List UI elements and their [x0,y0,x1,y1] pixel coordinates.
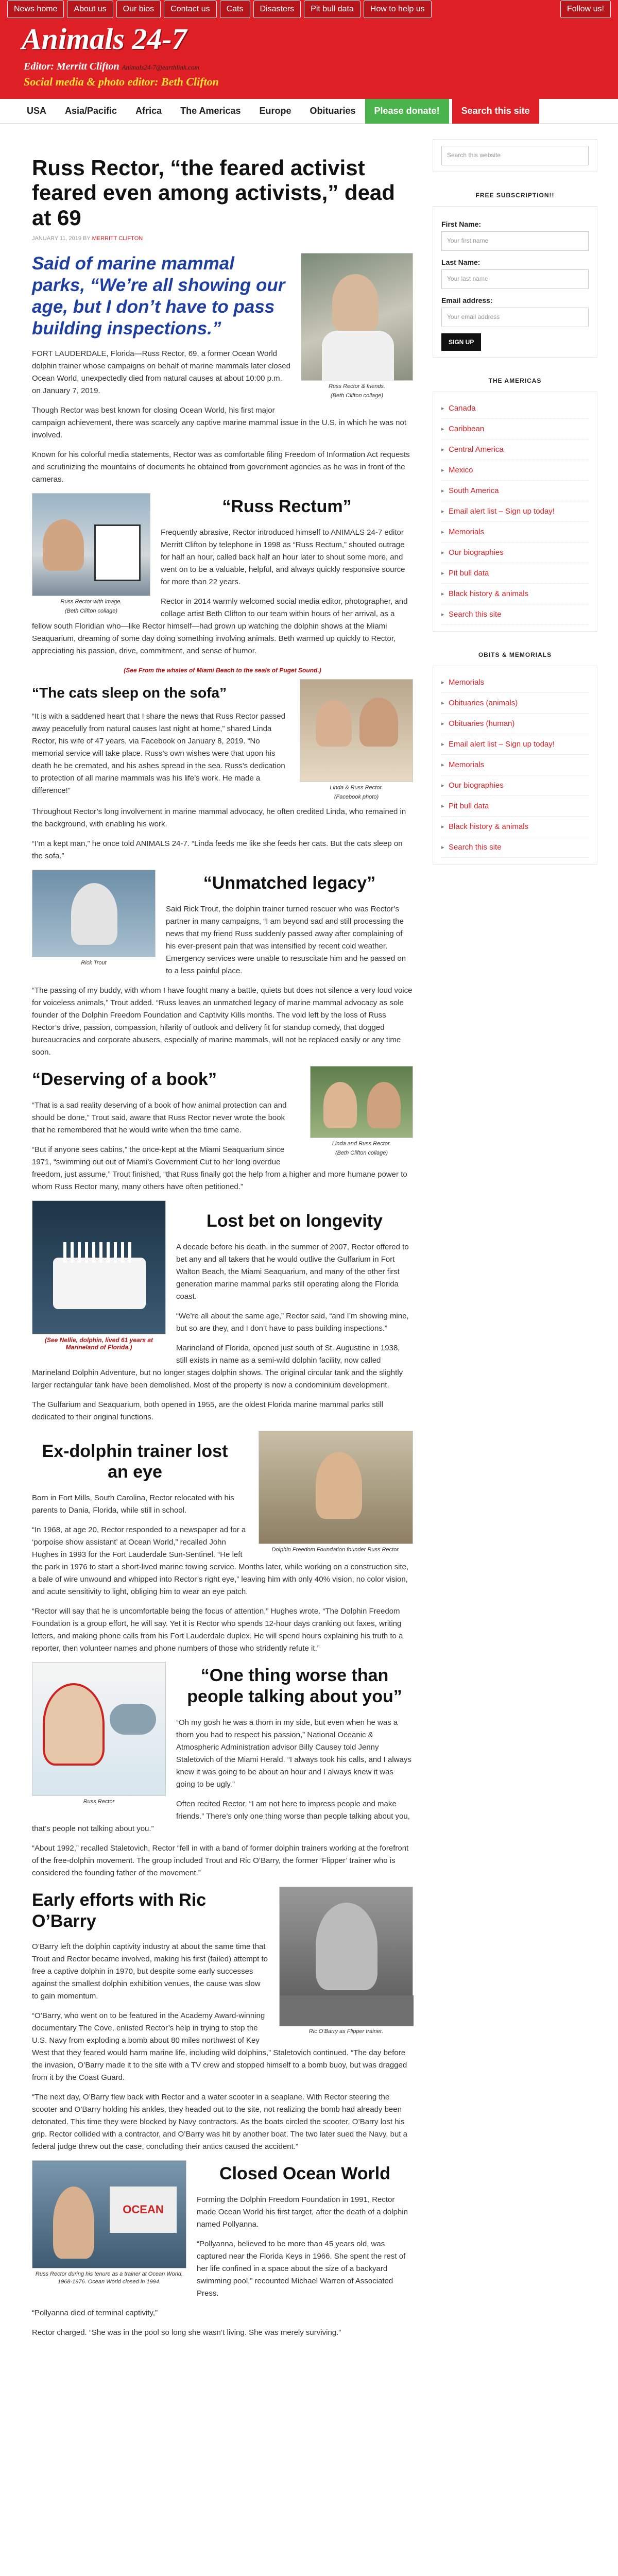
top-nav-our-bios[interactable]: Our bios [116,1,161,18]
paragraph: Forming the Dolphin Freedom Foundation in 1991, Rector made Ocean World his first target, after the death of a dolphin named Pollyanna. [197,2195,408,2229]
top-nav-pit-bull-data[interactable]: Pit bull data [304,1,360,18]
top-nav-how-to-help[interactable]: How to help us [364,1,432,18]
caption: Russ Rector during his tenure as a trainer at Ocean World, 1968-1976. Ocean World closed in 1994. [35,2271,183,2285]
top-nav-contact-us[interactable]: Contact us [164,1,216,18]
sidebar-link[interactable]: ▸ Central America [441,439,589,460]
paragraph: “The next day, O’Barry flew back with Rector and a water scooter in a seaplane. With Rector steering the scooter and O’Barry holding his ankles, they headed out to the site, not realizing the bomb had already been detonated. This time they were blocked by Navy contractors. As the boats circled the scooter, O’Barry lost his grip. Rector collided with a contractor, and O’Barry was hit by another boat. The two later sued the Navy, but a federal judge threw out the case, concluding their antics caused the accident.” [32,2093,407,2151]
photo-russ-rector [32,1662,166,1805]
nav-europe[interactable]: Europe [259,106,291,116]
paragraph: “The passing of my buddy, with whom I have fought many a battle, quiets but does not silence a very loud voice for voiceless animals,” Trout added. “Russ leaves an unmatched legacy of marine mammal advocacy as sole founder of the Dolphin Freedom Foundation and Captivity Kills months. The void left by the loss of Russ Rector’s drive, passion, compassion, hilarity of outlook and delivery fit for standup comedy, that dogged bureaucracies and corporate abusers, especially of marine mammals, will not be replaced easily or any time soon. [32,986,413,1057]
email-label: Email address: [441,296,493,304]
article [32,124,413,2346]
paragraph: “Pollyanna died of terminal captivity,” [32,2309,158,2318]
caption: Russ Rector [83,1799,115,1805]
caption-credit: (Facebook photo) [334,793,379,800]
photo-ocean-world [32,2160,186,2285]
caption-credit: (Beth Clifton collage) [64,608,118,615]
sidebar-link[interactable]: ▸ Our biographies [441,543,589,563]
see-link[interactable]: (See Nellie, dolphin, lived 61 years at Marineland of Florida.) [44,1336,153,1351]
section-heading: “Deserving of a book” [32,1070,217,1090]
article-meta [32,235,413,242]
ocean-world-photo: OCEAN [32,2160,186,2268]
first-name-field[interactable]: Your first name [441,231,589,251]
editor-label: Editor: Merritt Clifton [24,61,119,72]
site-header [0,19,618,99]
sidebar [433,124,597,870]
first-name-label: First Name: [441,220,482,228]
paragraph: Though Rector was best known for closing Ocean World, his first major campaign achievement, there was scarcely any captive marine mammal issue in the U.S. in which he was not involved. [32,405,406,439]
paragraph: Rector charged. “She was in the pool so long she wasn’t living. She was merely surviving.” [32,2328,341,2337]
paragraph: “Rector will say that he is uncomfortable being the focus of attention,” Hughes wrote. “The Dolphin Freedom Foundation is a group effort, he will say. Yet it is Rector who spends 12-hour days cranking out faxes, writing letters, and making phone calls from his Fort Lauderdale duplex. He will spend hours explaining his truth to a reporter, then volunteer names and phone numbers of those who stridently refute it.” [32,1607,403,1653]
russ-friends-image [301,253,413,381]
sidebar-link[interactable]: ▸ Pit bull data [441,563,589,584]
nav-asia-pacific[interactable]: Asia/Pacific [65,106,117,116]
photo-dff-founder [259,1431,413,1553]
paragraph: “About 1992,” recalled Staletovich, Rector “fell in with a band of former dolphin trainers working at the forefront of the free-dolphin movement. The group included Trout and Ric O’Barry, the former ‘Flipper’ trainer who is considered the founding father of the movement.” [32,1843,409,1877]
section-heading: Lost bet on longevity [207,1211,383,1231]
sidebar-link[interactable]: ▸ Search this site [441,604,589,625]
editor-email[interactable]: Animals24-7@earthlink.com [122,63,199,71]
photo-russ-friends [301,253,413,400]
paragraph: “But if anyone sees cabins,” the once-kept at the Miami Seaquarium since 1971, “swimming out out of Miami’s Government Cut to her long overdue freedom, just assume,” Trout finished, “that Russ finally got the help from a higher and more humane power to whom Russ Rector many, many others have often petitioned.” [32,1145,407,1191]
follow-us-button[interactable]: Follow us! [560,1,611,18]
paragraph: The Gulfarium and Seaquarium, both opened in 1955, are the oldest Florida marine mammal parks still dedicated to their original functions. [32,1400,384,1421]
site-logo[interactable]: Animals 24-7 [22,22,187,56]
photo-nellie-cake [32,1200,166,1356]
section-heading: “Unmatched legacy” [203,873,376,893]
paragraph: Throughout Rector’s long involvement in marine mammal advocacy, he often credited Linda, who remained in the background, with enabling his work. [32,807,406,829]
caption-credit: (Beth Clifton collage) [330,393,384,399]
americas-heading: THE AMERICAS [488,377,542,384]
last-name-label: Last Name: [441,258,480,266]
sidebar-link[interactable]: ▸ Obituaries (human) [441,714,589,734]
caption-credit: (Beth Clifton collage) [335,1150,388,1157]
section-heading: Closed Ocean World [219,2164,390,2184]
donate-button[interactable]: Please donate! [365,99,449,124]
linda-russ-photo [300,679,413,782]
top-nav-news-home[interactable]: News home [7,1,64,18]
sidebar-link[interactable]: ▸ South America [441,481,589,501]
paragraph: Known for his colorful media statements, Rector was as comfortable filing Freedom of Information Act requests and scrutinizing the mountains of documents he obtained from government agencies as he was in front of the cameras. [32,450,410,484]
subscribe-form [433,206,597,358]
paragraph: “We’re all about the same age,” Rector said, “and I’m showing mine, but so are they, and I don’t have to pass building inspections.” [176,1311,409,1333]
nav-americas[interactable]: The Americas [180,106,241,116]
obits-heading: OBITS & MEMORIALS [478,651,552,658]
sidebar-link[interactable]: ▸ Memorials [441,672,589,693]
ric-obarry-photo [279,1887,413,2026]
article-author[interactable]: MERRITT CLIFTON [92,235,143,242]
russ-rector-collage [32,1662,166,1796]
sidebar-link[interactable]: ▸ Email alert list – Sign up today! [441,734,589,755]
sidebar-link[interactable]: ▸ Memorials [441,755,589,775]
top-nav-left [7,1,432,18]
photo-linda-russ [300,679,413,801]
paragraph: “O’Barry, who went on to be featured in the Academy Award-winning documentary The Cove, enlisted Rector’s help in trying to stop the U.S. Navy from exploding a bomb about 80 miles northwest of Key West that they feared would harm marine life, including wild dolphins,” Staletovich continued. “The day before the invasion, O’Barry made it to the site with a TV crew and stopped himself to a bomb buoy, but was dragged from it by the Coast Guard. [32,2011,407,2082]
nav-usa[interactable]: USA [27,106,47,116]
article-date: JANUARY 11, 2019 BY [32,235,91,242]
obits-list [433,666,597,865]
search-widget [433,139,597,172]
paragraph: Said Rick Trout, the dolphin trainer turned rescuer who was Rector’s partner in many campaigns, “I am beyond sad and still processing the news that my friend Russ suddenly passed away after complaining of his ever-present pain that was intensified by recent cold weather. Emergency services were unable to resuscitate him and he passed on to a less painful place. [166,905,406,976]
photo-ric-obarry [279,1887,413,2035]
paragraph: Frequently abrasive, Rector introduced himself to ANIMALS 24-7 editor Merritt Clifton by telephone in 1998 as “Russ Rectum,” shouted outrage for half an hour, called back half an hour later to shout some more, and went on to be a valuable, helpful, and always quickly responsive source for more than 22 years. [161,528,405,586]
paragraph: A decade before his death, in the summer of 2007, Rector offered to bet any and all takers that he would outlive the Gulfarium in Fort Walton Beach, the Miami Seaquarium, and many of the other first generation marine mammal parks still operating along the Florida coast. [176,1242,409,1301]
paragraph: “Pollyanna, believed to be more than 45 years old, was captured near the Florida Keys in 1966. She spent the rest of her life confined in a space about the size of a backyard swimming pool,” recounted Michael Warren of Associated Press. [197,2240,406,2298]
top-nav [0,0,618,19]
search-input[interactable]: Search this website [441,146,589,165]
section-heading: “One thing worse than people talking about you” [187,1666,402,1707]
sidebar-link[interactable]: ▸ Canada [441,398,589,419]
caption: Rick Trout [81,960,107,967]
paragraph: Marineland of Florida, opened just south of St. Augustine in 1938, still exists in name as a semi-wild dolphin facility, now called Marineland Dolphin Adventure, but no longer stages dolphin shows. The original circular tank and the slightly larger rectangular tank have been demolished. Most of the property is now a condominium development. [32,1343,403,1389]
paragraph: Rector in 2014 warmly welcomed social media editor, photographer, and collage artist Beth Clifton to our team within hours of her arrival, as a fellow south Floridian who—like Rector himself—had grown up watching the dolphin shows at the Miami Seaquarium, dreaming of some day doing something involving animals. Beth warmed up quickly to Rector, appreciating his passion, drive, commitment, and sense of humor. [32,597,408,655]
caption: Dolphin Freedom Foundation founder Russ Rector. [271,1546,400,1553]
sidebar-link[interactable]: ▸ Obituaries (animals) [441,693,589,714]
search-site-button[interactable]: Search this site [452,99,539,124]
main-nav [0,99,618,124]
paragraph: “I’m a kept man,” he once told ANIMALS 24-7. “Linda feeds me like she feeds her cats. But the cats sleep on the sofa.” [32,839,403,861]
last-name-field[interactable]: Your last name [441,269,589,289]
section-heading: “The cats sleep on the sofa” [32,684,227,701]
sidebar-link[interactable]: ▸ Black history & animals [441,817,589,837]
sidebar-link[interactable]: ▸ Pit bull data [441,796,589,817]
nav-africa[interactable]: Africa [135,106,162,116]
paragraph: “In 1968, at age 20, Rector responded to a newspaper ad for a ‘porpoise show assistant’ at Ocean World,” recalled John Hughes in 1993 for the Fort Lauderdale Sun-Sentinel. “He left the park in 1976 to start a short-lived marine towing service. Months later, while working on a construction site, a bale of wire unwound and whipped into Rector’s right eye,” leaving him with only 40% vision, no color vision, and acute sensitivity to light, obliging him to wear an eye patch. [32,1526,409,1597]
americas-list [433,392,597,632]
caption: Russ Rector with image. [60,598,122,605]
sidebar-link[interactable]: ▸ Email alert list – Sign up today! [441,501,589,522]
photo-linda-russ-2 [310,1066,413,1157]
caption: Linda & Russ Rector. [330,784,383,791]
sidebar-link[interactable]: ▸ Memorials [441,522,589,543]
paragraph: Born in Fort Mills, South Carolina, Rector relocated with his parents to Dania, Florida, while still in school. [32,1494,234,1515]
see-link[interactable]: (See From the whales of Miami Beach to the seals of Puget Sound.) [124,666,321,674]
rick-trout-photo [32,870,156,957]
paragraph: “That is a sad reality deserving of a book of how animal protection can and should be done,” Trout said, aware that Russ Rector never wrote the book that he remembered that he would write when the time came. [32,1100,287,1134]
sidebar-link[interactable]: ▸ Search this site [441,837,589,858]
linda-russ-collage [310,1066,413,1138]
social-editor-line: Social media & photo editor: Beth Clifton [24,75,219,88]
paragraph: “Oh my gosh he was a thorn in my side, but even when he was a thorn you had to respect his passion,” National Oceanic & Atmospheric Administration advisor Billy Causey told Jenny Staletovich of the Miami Herald. “I always took his calls, and I always knew it was going to be about an hour and I always knew it was going to be ugly.” [176,1718,411,1789]
russ-with-image-photo [32,493,150,596]
section-heading: “Russ Rectum” [222,496,352,516]
editor-line [24,61,199,73]
section-heading: Ex-dolphin trainer lost an eye [42,1441,228,1482]
caption: Ric O’Barry as Flipper trainer. [308,2028,384,2035]
caption: Russ Rector & friends. [328,383,386,389]
photo-rick-trout [32,870,156,967]
section-heading: Early efforts with Ric O’Barry [32,1890,207,1931]
top-nav-disasters[interactable]: Disasters [253,1,301,18]
nav-obituaries[interactable]: Obituaries [310,106,356,116]
photo-russ-image [32,493,150,615]
paragraph: Often recited Rector, “I am not here to impress people and make friends.” There’s only one thing worse than people talking about you, that’s people not talking about you.” [32,1799,410,1833]
article-title: Russ Rector, “the feared activist feared even among activists,” dead at 69 [32,156,395,230]
sign-up-button[interactable]: SIGN UP [441,333,481,351]
sidebar-link[interactable]: ▸ Mexico [441,460,589,481]
paragraph: O’Barry left the dolphin captivity industry at about the same time that Trout and Rector became involved, making his first (failed) attempt to free a captive dolphin in 1970, but despite some early successes against the smallest dolphin exhibition venues, the cause was slow to gain momentum. [32,1942,268,2001]
dff-founder-photo [259,1431,413,1544]
top-nav-cats[interactable]: Cats [220,1,250,18]
sidebar-link[interactable]: ▸ Black history & animals [441,584,589,604]
pull-quote: Said of marine mammal parks, “We’re all showing our age, but I don’t have to pass building inspections.” [32,253,285,338]
top-nav-about-us[interactable]: About us [67,1,113,18]
paragraph: FORT LAUDERDALE, Florida—Russ Rector, 69, a former Ocean World dolphin trainer whose campaigns on behalf of marine mammals later closed Ocean World, unexpectedly died from natural causes at about 10:00 p.m. on January 7, 2019. [32,349,290,395]
sidebar-link[interactable]: ▸ Our biographies [441,775,589,796]
email-field[interactable]: Your email address [441,308,589,327]
paragraph: “It is with a saddened heart that I share the news that Russ Rector passed away peacefully from natural causes last night at home,” shared Linda Rector, his wife of 47 years, via Facebook on January 8, 2019. “No memorial service will take place. Russ’s own wishes were that upon his death he be cremated, and his ashes spread in the sea. Russ’s dedication to protection of all marine mammals was his life’s work. He made a difference!” [32,712,285,795]
sidebar-link[interactable]: ▸ Caribbean [441,419,589,439]
subscribe-heading: FREE SUBSCRIPTION!! [475,192,555,199]
caption: Linda and Russ Rector. [332,1141,391,1147]
nellie-cake-image [32,1200,166,1334]
